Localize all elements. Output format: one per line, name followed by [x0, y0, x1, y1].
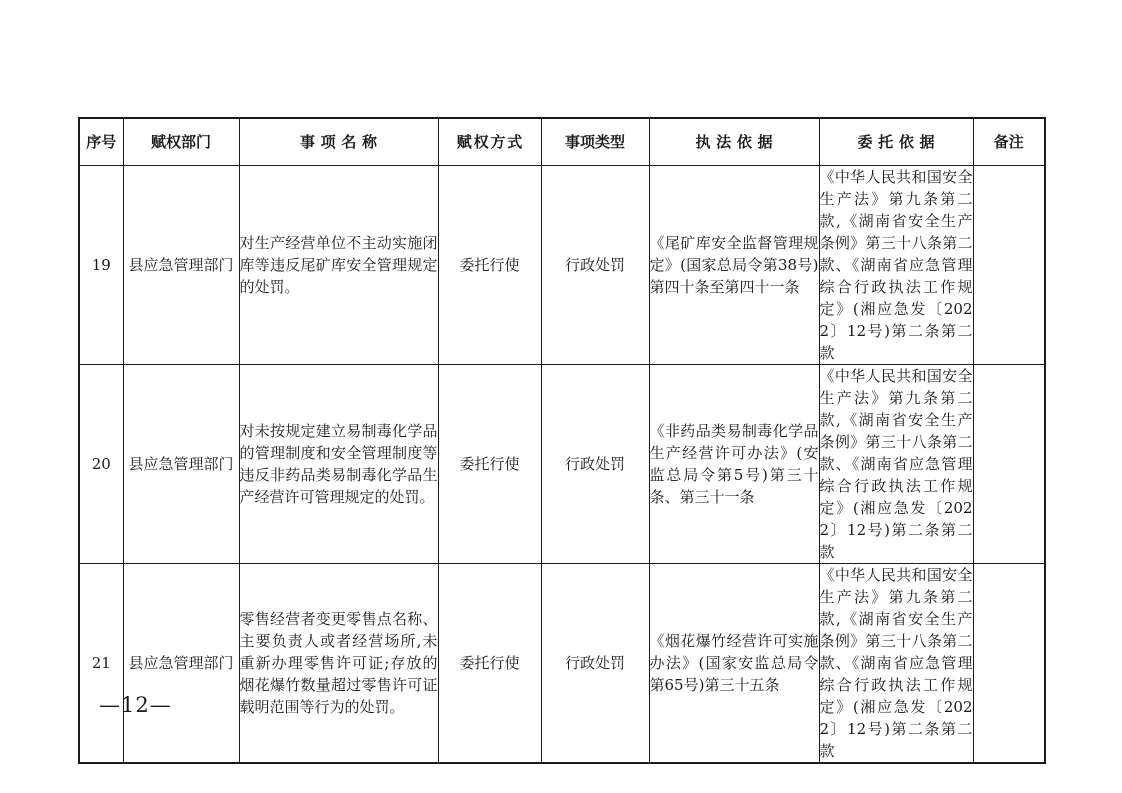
- cell-serial: 19: [79, 165, 123, 364]
- col-header-remark: [973, 118, 1045, 165]
- cell-item-name: 对未按规定建立易制毒化学品的管理制度和安全管理制度等违反非药品类易制毒化学品生产经营许可管理规定的处罚。: [239, 364, 438, 563]
- col-header-remark-label: 备注: [993, 134, 1024, 152]
- cell-method: 委托行使: [438, 364, 541, 563]
- col-header-legal-basis-label: 执法依据: [695, 134, 779, 152]
- col-header-item-type: [541, 118, 649, 165]
- col-header-delegation-basis-label: 委托依据: [857, 134, 941, 152]
- col-header-department: [123, 118, 239, 165]
- col-header-serial: [79, 118, 123, 165]
- cell-remark: [973, 165, 1045, 364]
- cell-serial: 21: [79, 563, 123, 763]
- cell-item-type: 行政处罚: [541, 364, 649, 563]
- col-header-legal-basis: [649, 118, 819, 165]
- col-header-method: [438, 118, 541, 165]
- col-header-item-type-label: 事项类型: [564, 134, 625, 152]
- cell-department: 县应急管理部门: [123, 364, 239, 563]
- cell-legal-basis: 《非药品类易制毒化学品生产经营许可办法》(安监总局令第5号)第三十条、第三十一条: [649, 364, 819, 563]
- cell-department: 县应急管理部门: [123, 563, 239, 763]
- cell-serial: 20: [79, 364, 123, 563]
- cell-legal-basis: 《烟花爆竹经营许可实施办法》(国家安监总局令第65号)第三十五条: [649, 563, 819, 763]
- col-header-department-label: 赋权部门: [150, 134, 211, 152]
- cell-method: 委托行使: [438, 563, 541, 763]
- table-header-row: [79, 118, 1045, 165]
- col-header-serial-label: 序号: [86, 134, 117, 152]
- table-row-20: [79, 364, 1045, 563]
- cell-delegation-basis: 《中华人民共和国安全生产法》第九条第二款,《湖南省安全生产条例》第三十八条第二款、《湖南省应急管理综合行政执法工作规定》(湘应急发〔2022〕12号)第二条第二款: [819, 364, 973, 563]
- col-header-item-name: [239, 118, 438, 165]
- cell-legal-basis: 《尾矿库安全监督管理规定》(国家总局令第38号)第四十条至第四十一条: [649, 165, 819, 364]
- cell-item-type: 行政处罚: [541, 563, 649, 763]
- cell-item-type: 行政处罚: [541, 165, 649, 364]
- col-header-method-label: 赋权方式: [456, 134, 524, 152]
- page-number: —12—: [99, 693, 172, 717]
- table-row-19: [79, 165, 1045, 364]
- delegation-items-table: [78, 117, 1046, 764]
- cell-delegation-basis: 《中华人民共和国安全生产法》第九条第二款,《湖南省安全生产条例》第三十八条第二款、《湖南省应急管理综合行政执法工作规定》(湘应急发〔2022〕12号)第二条第二款: [819, 563, 973, 763]
- col-header-delegation-basis: [819, 118, 973, 165]
- cell-item-name: 零售经营者变更零售点名称、主要负责人或者经营场所,未重新办理零售许可证;存放的烟花爆竹数量超过零售许可证载明范围等行为的处罚。: [239, 563, 438, 763]
- cell-method: 委托行使: [438, 165, 541, 364]
- cell-item-name: 对生产经营单位不主动实施闭库等违反尾矿库安全管理规定的处罚。: [239, 165, 438, 364]
- cell-delegation-basis: 《中华人民共和国安全生产法》第九条第二款,《湖南省安全生产条例》第三十八条第二款、《湖南省应急管理综合行政执法工作规定》(湘应急发〔2022〕12号)第二条第二款: [819, 165, 973, 364]
- table-row-21: [79, 563, 1045, 763]
- cell-remark: [973, 364, 1045, 563]
- cell-remark: [973, 563, 1045, 763]
- col-header-item-name-label: 事项名称: [299, 134, 383, 152]
- cell-department: 县应急管理部门: [123, 165, 239, 364]
